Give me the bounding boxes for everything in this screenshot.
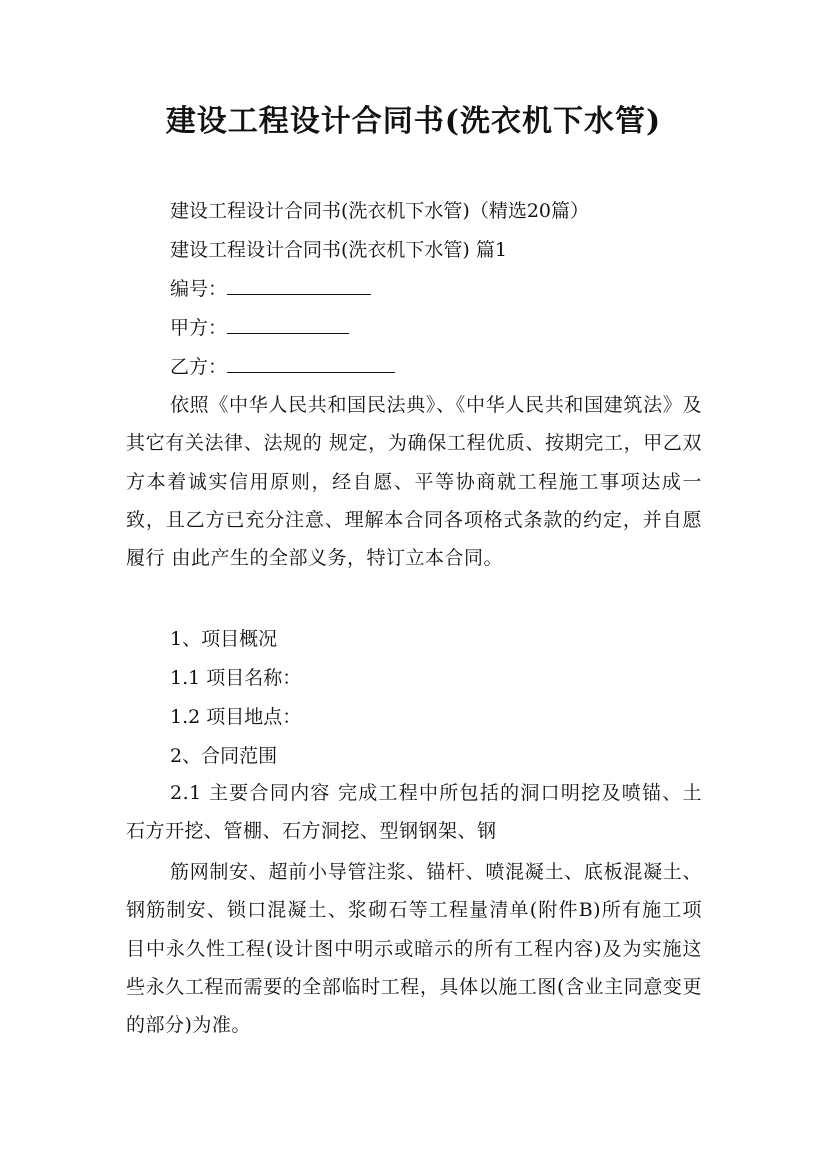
field-number-label: 编号：	[170, 278, 228, 300]
field-party-a-label: 甲方：	[170, 317, 228, 339]
field-number-blank	[227, 276, 371, 295]
item-project-location: 1.2 项目地点：	[170, 706, 302, 728]
field-party-b-label: 乙方：	[170, 356, 228, 378]
field-party-a	[170, 315, 349, 341]
field-number	[170, 276, 371, 302]
clause-2-1-continued: 筋网制安、超前小导管注浆、锚杆、喷混凝土、底板混凝土、钢筋制安、锁口混凝土、浆砌石等工程量清单(附件B)所有施工项目中永久性工程(设计图中明示或暗示的所有工程内容)及为实施这些永久工程而需要的全部临时工程，具体以施工图(含业主同意变更的部分)为准。	[126, 861, 702, 1037]
document-title: 建设工程设计合同书(洗衣机下水管)	[165, 104, 662, 139]
clause-2-1: 2.1 主要合同内容 完成工程中所包括的洞口明挖及喷锚、土石方开挖、管棚、石方洞挖、型钢钢架、钢	[126, 782, 702, 843]
item-project-name: 1.1 项目名称：	[170, 667, 302, 689]
item-contract-scope: 2、合同范围	[170, 745, 278, 767]
field-party-b	[170, 354, 395, 380]
field-party-b-blank	[227, 354, 395, 373]
subtitle: 建设工程设计合同书(洗衣机下水管)（精选20篇）	[170, 200, 590, 222]
intro-paragraph: 依照《中华人民共和国民法典》、《中华人民共和国建筑法》及其它有关法律、法规的 规定，为确保工程优质、按期完工，甲乙双方本着诚实信用原则，经自愿、平等协商就工程施工事项达成一致，且乙方已充分注意、理解本合同各项格式条款的约定，并自愿履行 由此产生的全部义务，特订立本合同。	[126, 394, 702, 570]
item-project-overview: 1、项目概况	[170, 628, 278, 650]
section-heading: 建设工程设计合同书(洗衣机下水管) 篇1	[170, 239, 507, 261]
field-party-a-blank	[227, 315, 349, 334]
